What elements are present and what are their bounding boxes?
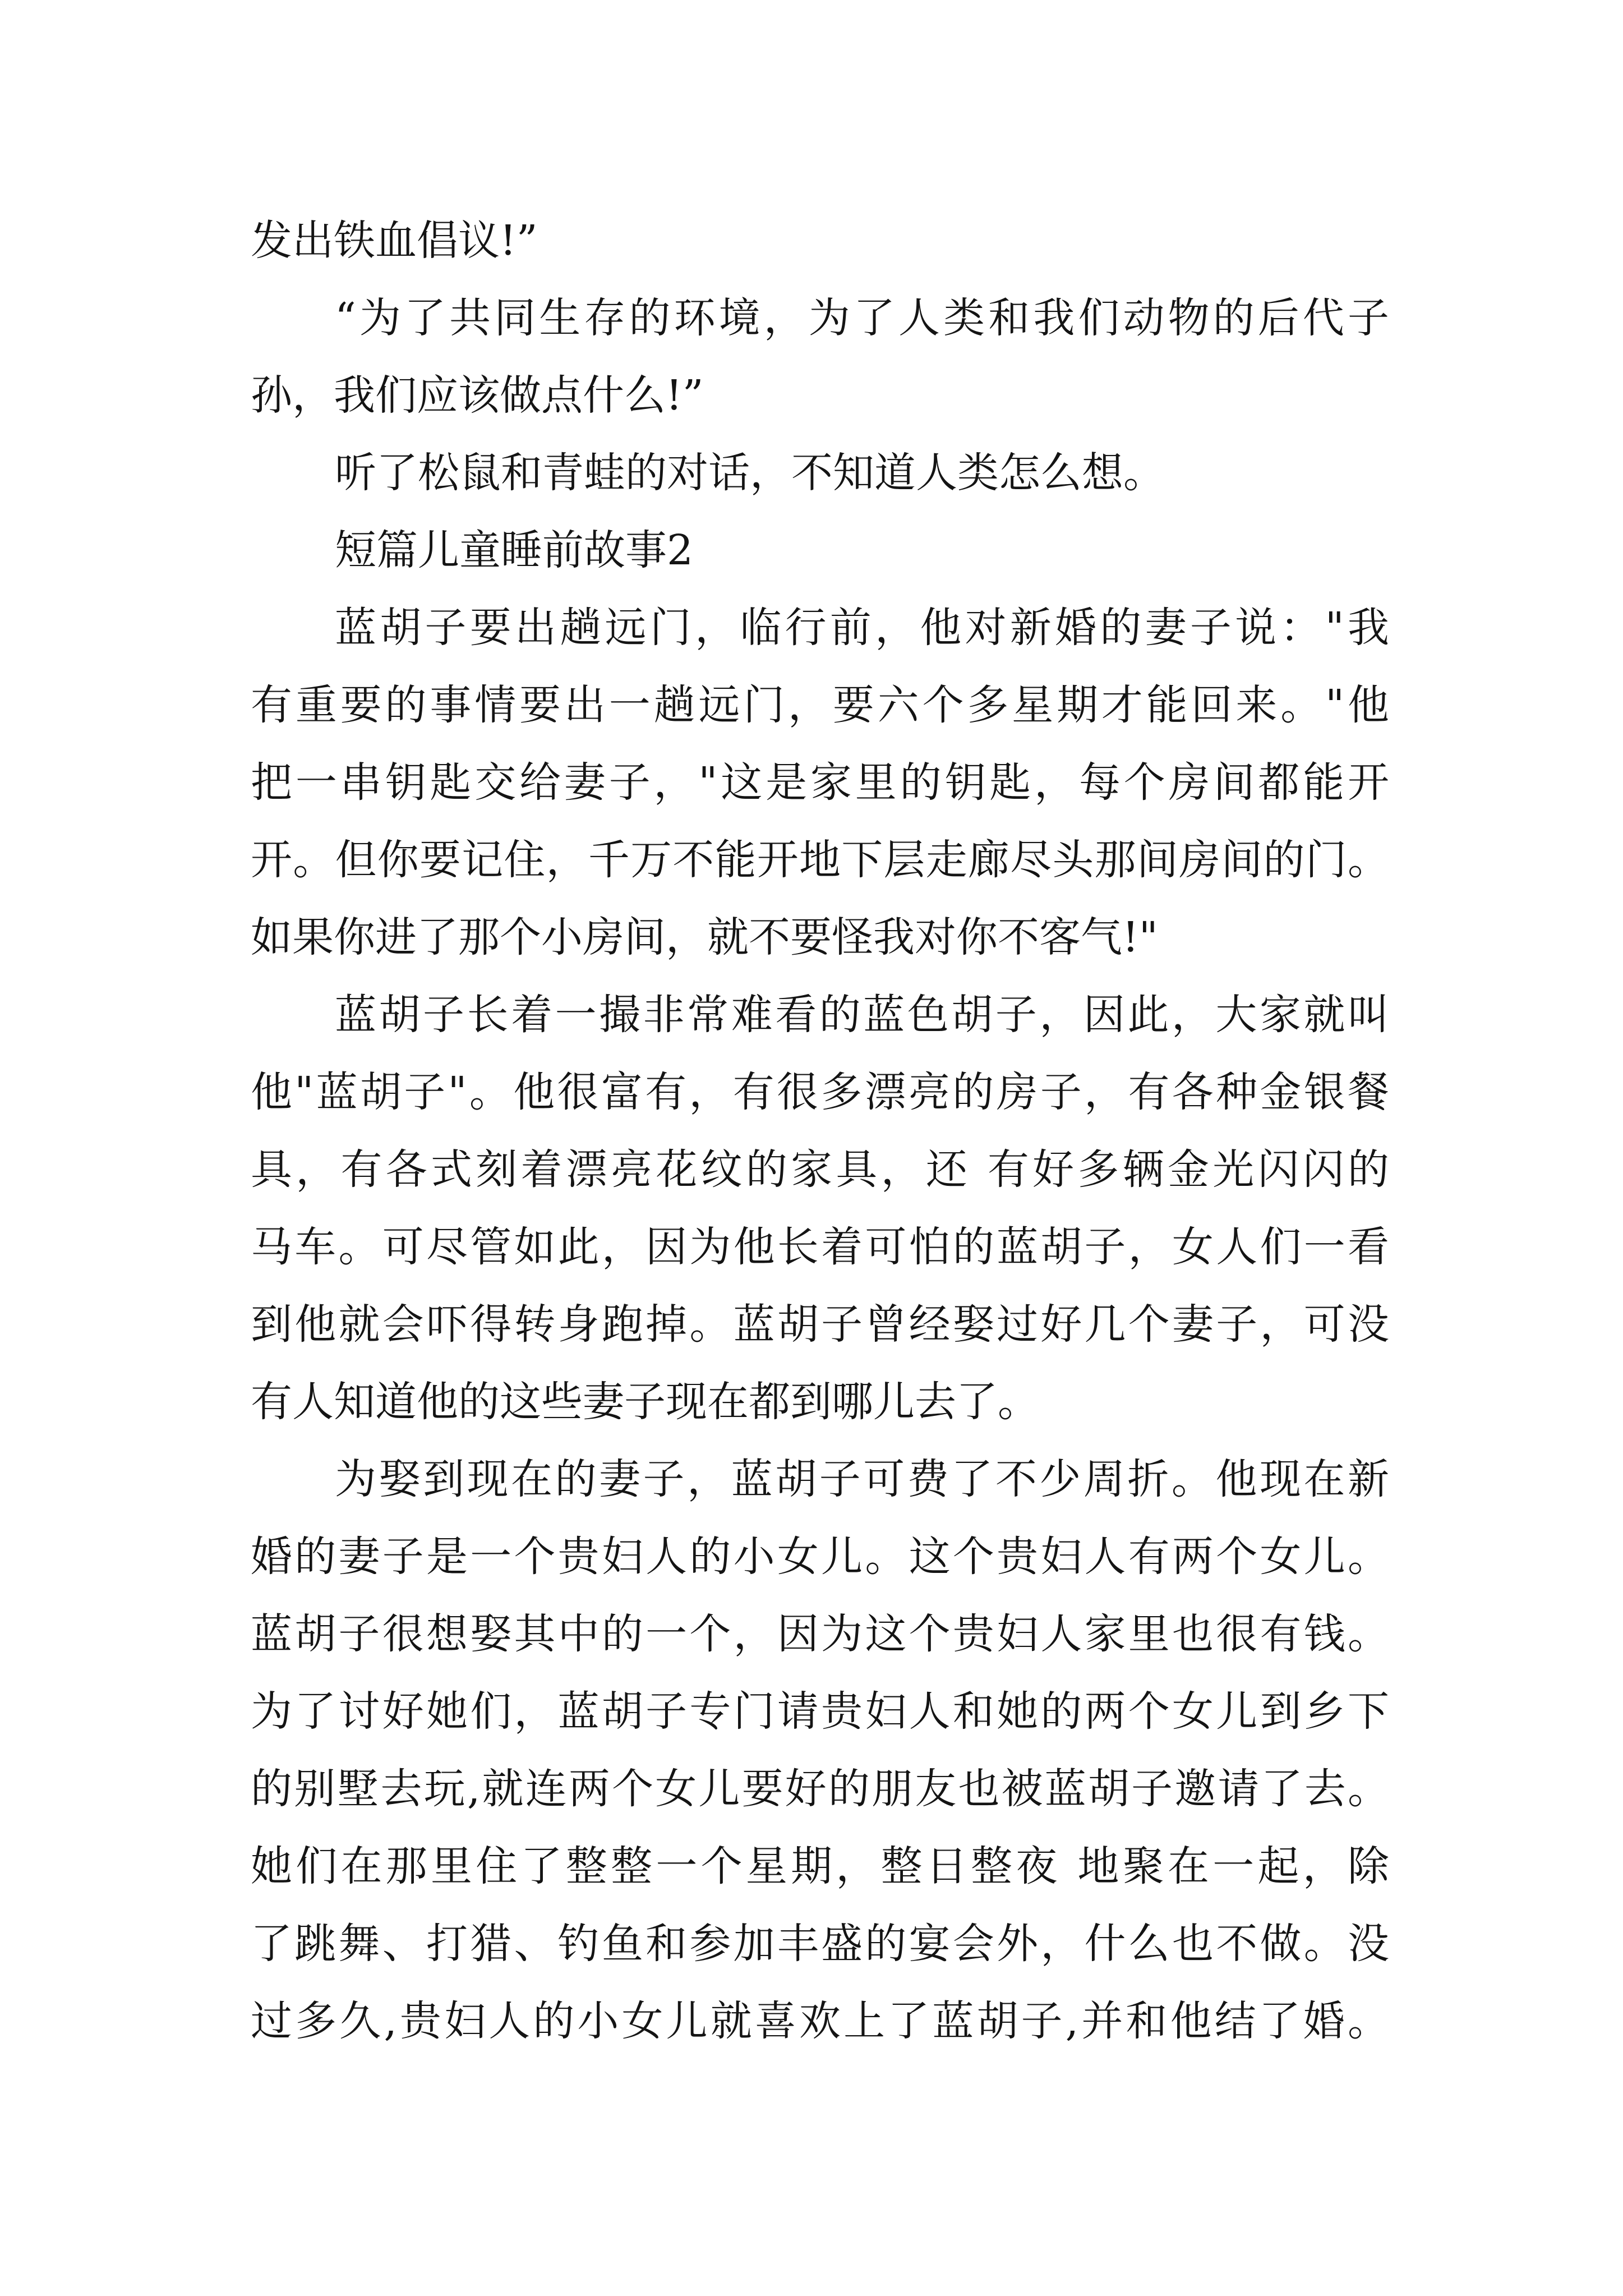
text-line: 蓝胡子长着一撮非常难看的蓝色胡子，因此，大家就叫 <box>335 991 1389 1039</box>
text-line: 蓝胡子要出趟远门，临行前，他对新婚的妻子说："我 <box>335 604 1389 652</box>
text-line: 具，有各式刻着漂亮花纹的家具，还 有好多辆金光闪闪的 <box>251 1145 1389 1194</box>
text-line: 开。但你要记住，千万不能开地下层走廊尽头那间房间的门。 <box>251 836 1389 884</box>
document-body <box>251 202 1389 2060</box>
section-heading <box>251 512 1389 589</box>
paragraph <box>251 1441 1389 2060</box>
text-line: 马车。可尽管如此，因为他长着可怕的蓝胡子，女人们一看 <box>251 1223 1389 1271</box>
paragraph <box>251 434 1389 512</box>
section-heading-text: 短篇儿童睡前故事2 <box>335 526 694 574</box>
paragraph <box>251 279 1389 434</box>
text-line: 到他就会吓得转身跑掉。蓝胡子曾经娶过好几个妻子，可没 <box>251 1300 1389 1349</box>
text-line: 他"蓝胡子"。他很富有，有很多漂亮的房子，有各种金银餐 <box>251 1068 1389 1116</box>
text-line: 发出铁血倡议!” <box>251 217 538 265</box>
text-line: 把一串钥匙交给妻子，"这是家里的钥匙，每个房间都能开 <box>251 758 1389 807</box>
text-line: “为了共同生存的环境，为了人类和我们动物的后代子 <box>335 294 1389 342</box>
text-line: 孙，我们应该做点什么!” <box>251 371 704 420</box>
text-line: 为了讨好她们，蓝胡子专门请贵妇人和她的两个女儿到乡下 <box>251 1687 1389 1736</box>
text-line: 的别墅去玩,就连两个女儿要好的朋友也被蓝胡子邀请了去。 <box>251 1765 1389 1813</box>
text-line: 她们在那里住了整整一个星期，整日整夜 地聚在一起，除 <box>251 1842 1389 1890</box>
text-line: 有人知道他的这些妻子现在都到哪儿去了。 <box>251 1378 1039 1426</box>
paragraph <box>251 202 1389 279</box>
paragraph <box>251 976 1389 1441</box>
text-line: 有重要的事情要出一趟远门，要六个多星期才能回来。"他 <box>251 681 1389 729</box>
text-line: 如果你进了那个小房间，就不要怪我对你不客气!" <box>251 913 1158 961</box>
text-line: 过多久,贵妇人的小女儿就喜欢上了蓝胡子,并和他结了婚。 <box>251 1997 1389 2045</box>
text-line: 婚的妻子是一个贵妇人的小女儿。这个贵妇人有两个女儿。 <box>251 1533 1389 1581</box>
text-line: 为娶到现在的妻子，蓝胡子可费了不少周折。他现在新 <box>335 1455 1389 1503</box>
paragraph <box>251 589 1389 976</box>
text-line: 蓝胡子很想娶其中的一个，因为这个贵妇人家里也很有钱。 <box>251 1610 1389 1658</box>
text-line: 听了松鼠和青蛙的对话，不知道人类怎么想。 <box>335 449 1165 497</box>
text-line: 了跳舞、打猎、钓鱼和参加丰盛的宴会外，什么也不做。没 <box>251 1920 1389 1968</box>
